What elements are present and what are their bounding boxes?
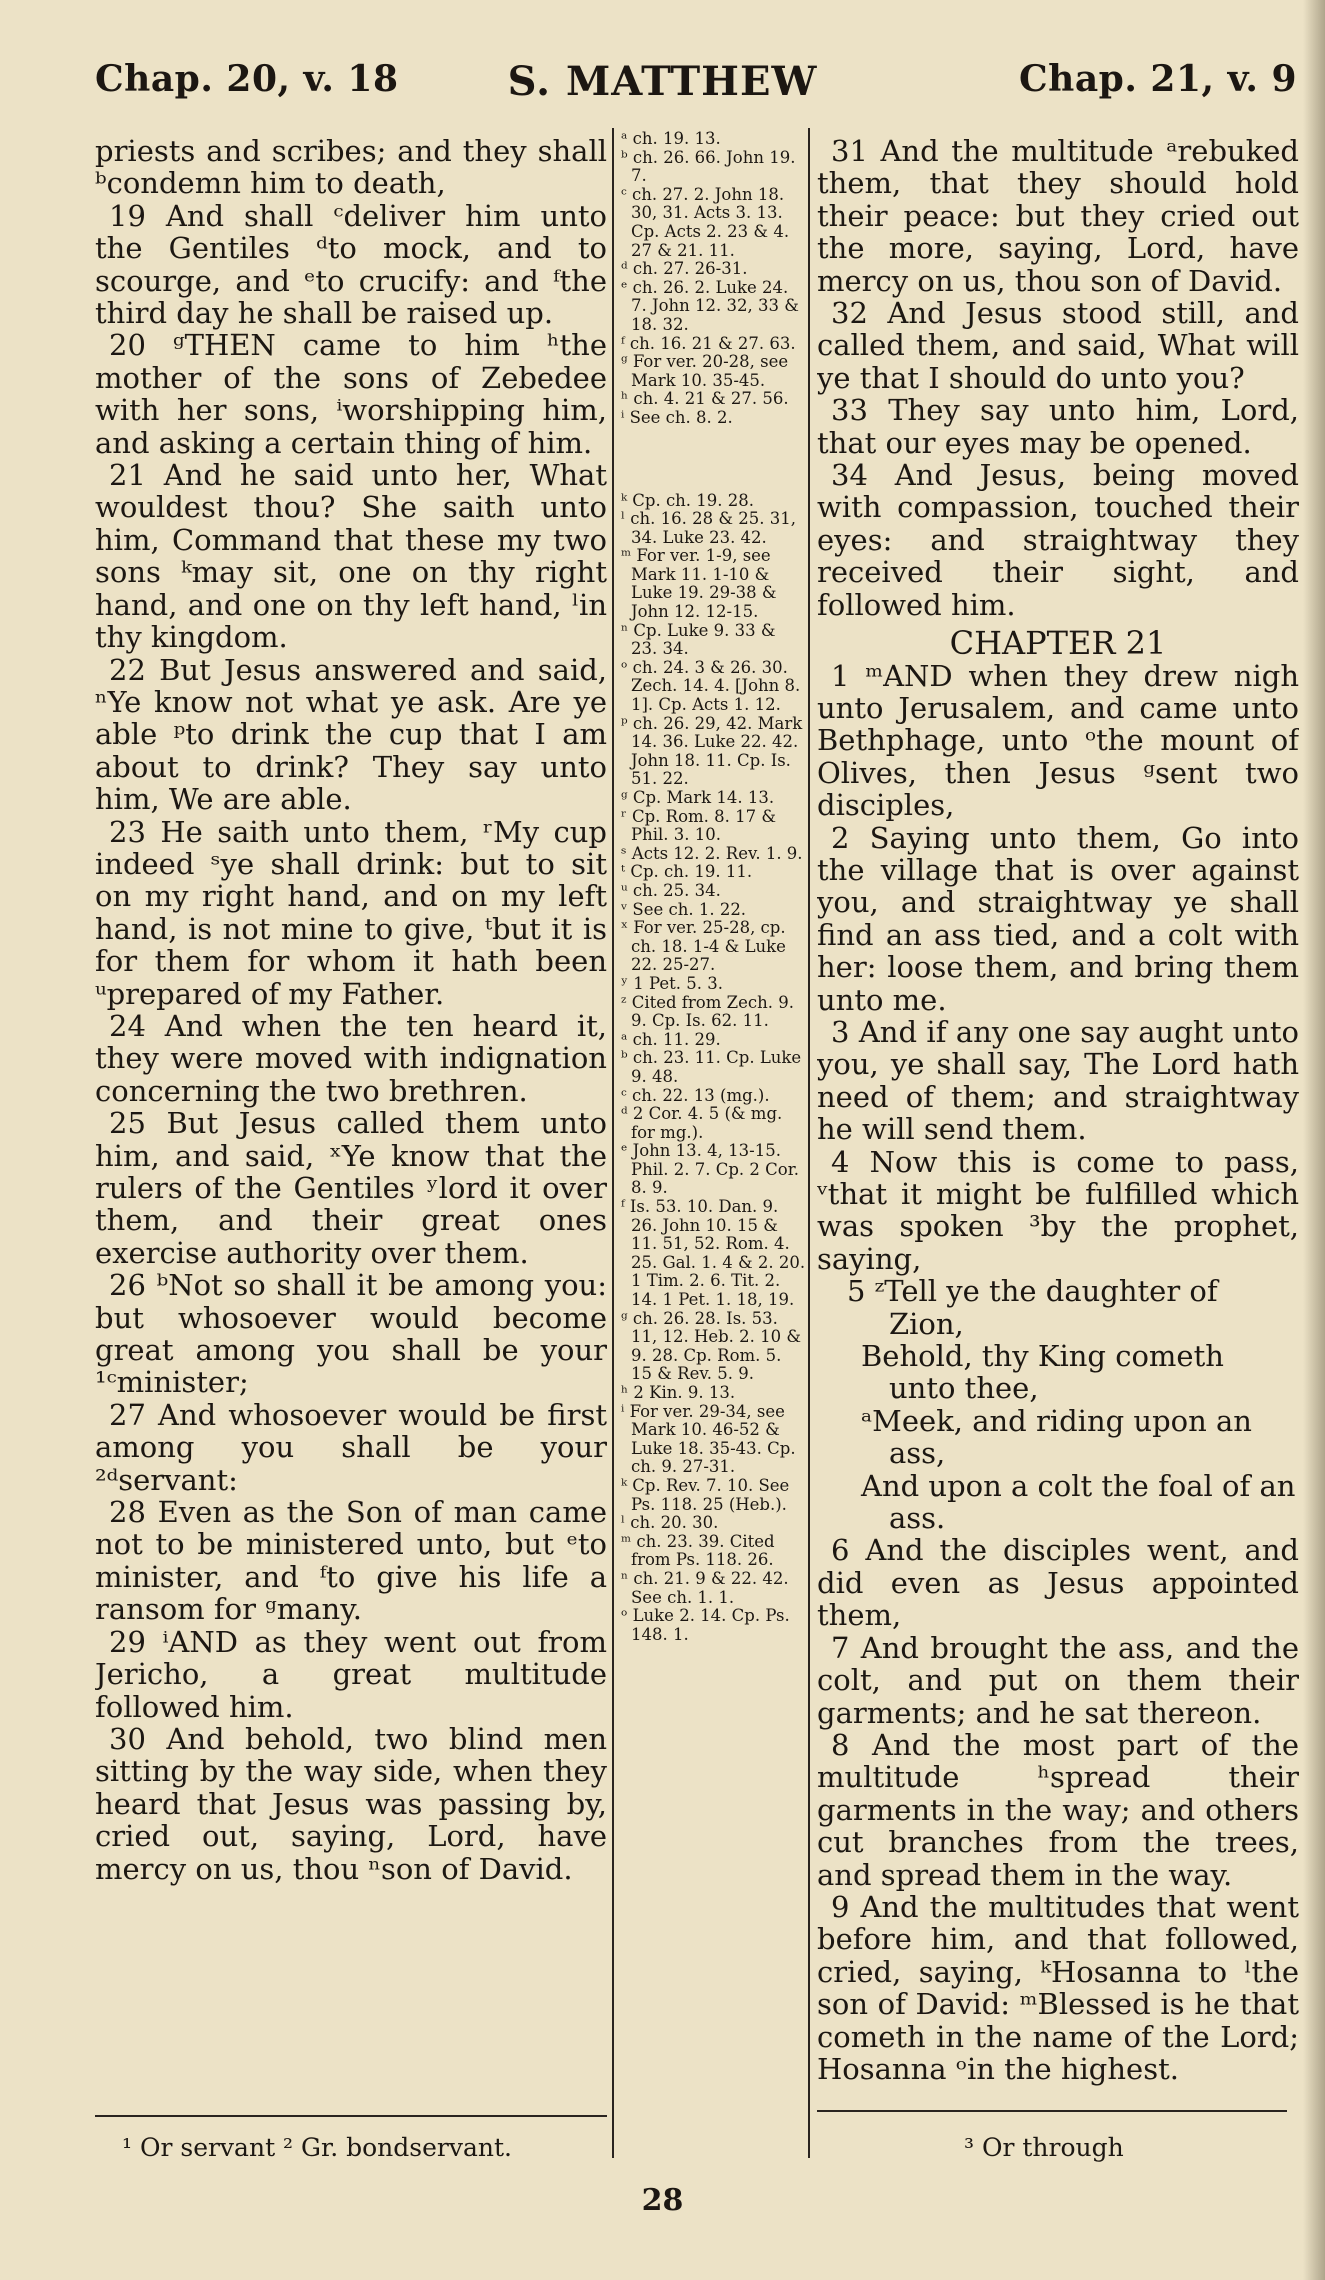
left-text-column (95, 135, 607, 2100)
footnote-left: ¹ Or servant ² Gr. bondservant. (122, 2133, 512, 2162)
reference: ᵇ ch. 26. 66. John 19. 7. (621, 147, 796, 186)
reference: ˡ ch. 20. 30. (621, 1513, 719, 1533)
verse: 22 But Jesus answered and said, ⁿYe know not what ye ask. Are ye able ᵖto drink the cup that I am about to drink? They say unto him, We are able. (95, 652, 607, 817)
verse: 33 They say unto him, Lord, that our eyes may be opened. (817, 393, 1299, 460)
reference: ᵍ ch. 26. 28. Is. 53. 11, 12. Heb. 2. 10 & 9. 28. Cp. Rom. 5. 15 & Rev. 5. 9. (621, 1308, 802, 1384)
verse: 26 ᵇNot so shall it be among you: but whosoever would become great among you shall be your ¹ᶜminister; (95, 1268, 607, 1400)
reference: ⁱ For ver. 29-34, see Mark 10. 46-52 & Luke 18. 35-43. Cp. ch. 9. 27-31. (621, 1401, 796, 1477)
verse: priests and scribes; and they shall ᵇcondemn him to death, (95, 135, 607, 201)
reference: ᵇ ch. 23. 11. Cp. Luke 9. 48. (621, 1048, 802, 1086)
poetry-line: ᵃMeek, and riding upon an ass, (861, 1403, 1252, 1471)
reference: ᵏ Cp. Rev. 7. 10. See Ps. 118. 25 (Heb.). (621, 1475, 790, 1514)
reference: ᵛ See ch. 1. 22. (621, 899, 747, 919)
cross-reference-column (621, 130, 806, 2160)
chapter-heading: CHAPTER 21 (949, 624, 1167, 663)
reference: ˢ Acts 12. 2. Rev. 1. 9. (621, 843, 803, 863)
verse: 29 ⁱAND as they went out from Jericho, a great multitude followed him. (95, 1624, 607, 1724)
header-chapter-right: Chap. 21, v. 9 (1019, 58, 1297, 100)
verse: 30 And behold, two blind men sitting by the way side, when they heard that Jesus was passing by, cried out, saying, Lord, have mercy on us, thou ⁿson of David. (95, 1721, 607, 1886)
reference: ᵒ ch. 24. 3 & 26. 30. Zech. 14. 4. [John 8. 1]. Cp. Acts 1. 12. (621, 657, 801, 715)
reference: ᵗ Cp. ch. 19. 11. (621, 862, 753, 882)
column-divider-left (612, 128, 614, 2158)
reference: ʸ 1 Pet. 5. 3. (621, 973, 723, 993)
reference: ʳ Cp. Rom. 8. 17 & Phil. 3. 10. (621, 806, 777, 845)
right-text-column (817, 135, 1299, 2105)
footnote-rule-left (95, 2115, 607, 2117)
reference: ᵐ For ver. 1-9, see Mark 11. 1-10 & Luke 19. 29-38 & John 12. 12-15. (621, 546, 777, 622)
reference: ᶜ ch. 27. 2. John 18. 30, 31. Acts 3. 13. Cp. Acts 2. 23 & 4. 27 & 21. 11. (621, 184, 790, 260)
reference: ᵍ Cp. Mark 14. 13. (621, 788, 775, 807)
verse: 8 And the most part of the multitude ʰspread their garments in the way; and others cut branches from the trees, and spread them in the way. (817, 1727, 1299, 1892)
poetry-line: Behold, thy King cometh unto thee, (861, 1339, 1224, 1406)
column-divider-right (808, 128, 810, 2158)
reference: ⁿ ch. 21. 9 & 22. 42. See ch. 1. 1. (621, 1568, 789, 1607)
page-gutter-shadow (1303, 0, 1325, 2280)
verse: 2 Saying unto them, Go into the village that is over against you, and straightway ye shall find an ass tied, and a colt with her: loose them, and bring them unto me. (817, 820, 1299, 1017)
reference: ⁱ See ch. 8. 2. (621, 407, 733, 427)
verse: 31 And the multitude ᵃrebuked them, that they should hold their peace: but they cried out the more, saying, Lord, have mercy on us, thou son of David. (817, 135, 1299, 298)
reference: ᵒ Luke 2. 14. Cp. Ps. 148. 1. (621, 1606, 790, 1644)
footnote-right: ³ Or through (964, 2133, 1124, 2162)
poetry-line: And upon a colt the foal of an ass. (861, 1468, 1296, 1536)
verse: 24 And when the ten heard it, they were moved with indignation concerning the two brethren. (95, 1008, 607, 1108)
reference: ᵈ 2 Cor. 4. 5 (& mg. for mg.). (621, 1104, 783, 1142)
verse: 20 ᵍTHEN came to him ʰthe mother of the sons of Zebedee with her sons, ⁱworshipping him, and asking a certain thing of him. (95, 328, 607, 460)
verse: 3 And if any one say aught unto you, ye shall say, The Lord hath need of them; and straightway he will send them. (817, 1014, 1299, 1147)
reference: ᶜ ch. 22. 13 (mg.). (621, 1085, 770, 1105)
poetry-line: 5 ᶻTell ye the daughter of Zion, (847, 1274, 1218, 1341)
reference: ᵃ ch. 11. 29. (621, 1029, 721, 1049)
verse: 21 And he said unto her, What wouldest thou? She saith unto him, Command that these my two sons ᵏmay sit, one on thy right hand, and one on thy left hand, ˡin thy kingdom. (95, 458, 607, 655)
reference: ᵉ John 13. 4, 13-15. Phil. 2. 7. Cp. 2 Cor. 8. 9. (621, 1141, 800, 1198)
reference: ᵈ ch. 27. 26-31. (621, 259, 748, 279)
verse: 23 He saith unto them, ʳMy cup indeed ˢye shall drink: but to sit on my right hand, and on my left hand, is not mine to give, ᵗbut it is for them for whom it hath been ᵘprepared of my Father. (95, 814, 607, 1011)
reference: ˡ ch. 16. 28 & 25. 31, 34. Luke 23. 42. (621, 509, 796, 547)
reference: ᵏ Cp. ch. 19. 28. (621, 490, 755, 510)
verse: 1 ᵐAND when they drew nigh unto Jerusalem, and came unto Bethphage, unto ᵒthe mount of Olives, then Jesus ᵍsent two disciples, (817, 658, 1299, 823)
reference: ᵐ ch. 23. 39. Cited from Ps. 118. 26. (621, 1531, 775, 1570)
verse: 9 And the multitudes that went before him, and that followed, cried, saying, ᵏHosanna to ˡthe son of David: ᵐBlessed is he that cometh in the name of the Lord; Hosanna ᵒin the highest. (817, 1889, 1299, 2086)
reference: ᶠ ch. 16. 21 & 27. 63. (621, 333, 796, 353)
reference: ⁿ Cp. Luke 9. 33 & 23. 34. (621, 620, 776, 659)
footnote-rule-right (817, 2110, 1287, 2112)
reference: ʰ 2 Kin. 9. 13. (621, 1383, 736, 1402)
verse: 27 And whosoever would be first among you shall be your ²ᵈservant: (95, 1397, 607, 1497)
reference: ᵍ For ver. 20-28, see Mark 10. 35-45. (621, 352, 789, 390)
reference: ᶻ Cited from Zech. 9. 9. Cp. Is. 62. 11. (621, 992, 794, 1031)
reference: ʰ ch. 4. 21 & 27. 56. (621, 389, 789, 409)
reference: ᵘ ch. 25. 34. (621, 880, 721, 900)
verse: 19 And shall ᶜdeliver him unto the Gentiles ᵈto mock, and to scourge, and ᵉto crucify: and ᶠthe third day he shall be raised up. (95, 198, 607, 331)
verse: 25 But Jesus called them unto him, and said, ˣYe know that the rulers of the Gentiles ʸlord it over them, and their great ones exercise authority over them. (95, 1106, 607, 1270)
page-number: 28 (641, 2183, 684, 2218)
reference: ᶠ Is. 53. 10. Dan. 9. 26. John 10. 15 & 11. 51, 52. Rom. 4. 25. Gal. 1. 4 & 2. 20. 1 Tim. 2. 6. Tit. 2. 14. 1 Pet. 1. 18, 19. (621, 1197, 806, 1310)
reference: ᵉ ch. 26. 2. Luke 24. 7. John 12. 32, 33 & 18. 32. (621, 277, 799, 334)
verse: 34 And Jesus, being moved with compassion, touched their eyes: and straightway they received their sight, and followed him. (817, 458, 1299, 622)
verse: 28 Even as the Son of man came not to be ministered unto, but ᵉto minister, and ᶠto give his life a ransom for ᵍmany. (95, 1495, 607, 1627)
verse: 7 And brought the ass, and the colt, and put on them their garments; and he sat thereon. (817, 1630, 1299, 1730)
header-chapter-left: Chap. 20, v. 18 (95, 58, 399, 100)
header-book-title: S. MATTHEW (507, 58, 818, 105)
verse: 4 Now this is come to pass, ᵛthat it might be fulfilled which was spoken ³by the prophet, saying, (817, 1144, 1299, 1276)
reference: ᵃ ch. 19. 13. (621, 130, 721, 148)
reference: ᵖ ch. 26. 29, 42. Mark 14. 36. Luke 22. 42. John 18. 11. Cp. Is. 51. 22. (621, 713, 803, 789)
verse: 6 And the disciples went, and did even as Jesus appointed them, (817, 1533, 1299, 1633)
verse: 32 And Jesus stood still, and called them, and said, What will ye that I should do unto you? (817, 296, 1299, 395)
reference: ˣ For ver. 25-28, cp. ch. 18. 1-4 & Luke 22. 25-27. (621, 918, 786, 975)
